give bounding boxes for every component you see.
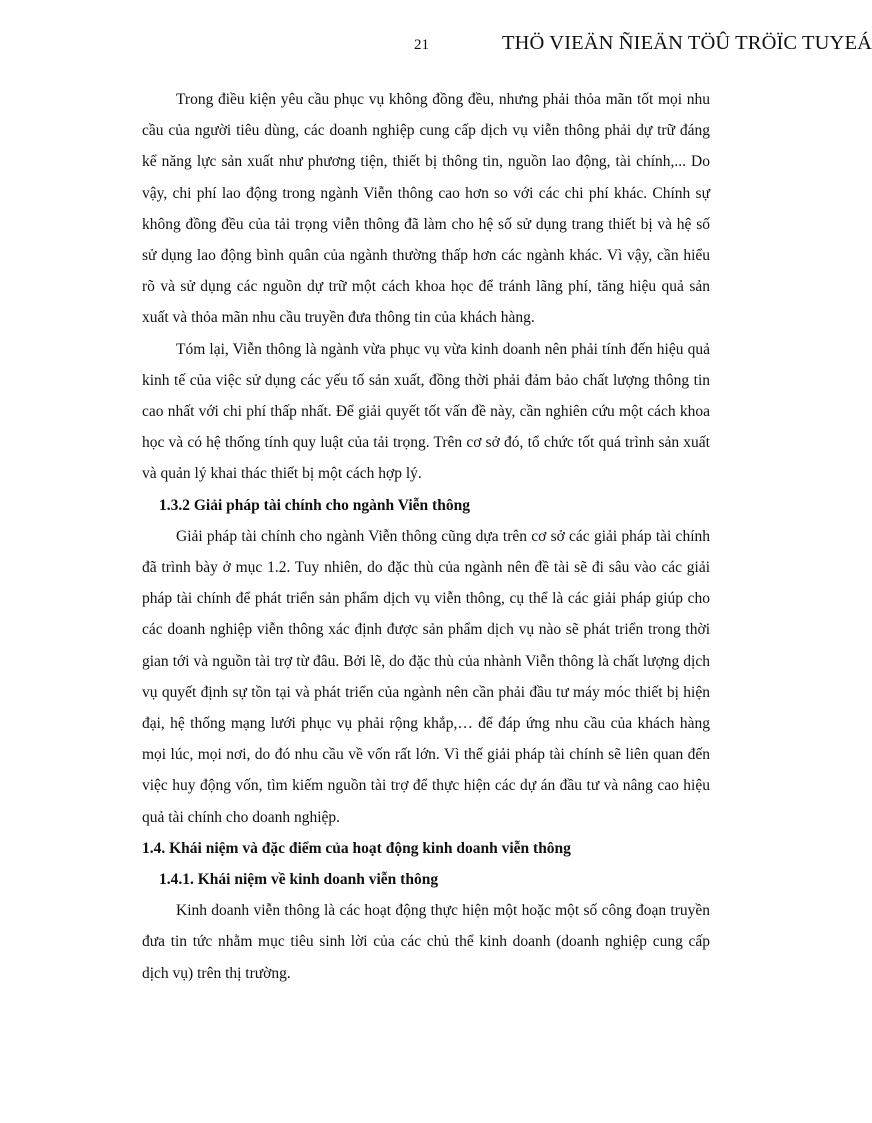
paragraph-summary: Tóm lại, Viễn thông là ngành vừa phục vụ vừa kinh doanh nên phải tính đến hiệu quả kinh tế của việc sử dụng các yếu tố sản xuất, đồng thời phải đảm bảo chất lượng thông tin cao nhất với chi phí thấp nhất. Để giải quyết tốt vấn đề này, cần nghiên cứu một cách khoa học và có hệ thống tính quy luật của tải trọng. Trên cơ sở đó, tổ chức tốt quá trình sản xuất và quản lý khai thác thiết bị một cách hợp lý.: [142, 340, 710, 483]
document-body: [142, 84, 710, 989]
page-header: [0, 32, 872, 58]
paragraph-workload-reserve: Trong điều kiện yêu cầu phục vụ không đồng đều, nhưng phải thỏa mãn tốt mọi nhu cầu của người tiêu dùng, các doanh nghiệp cung cấp dịch vụ viễn thông phải dự trữ đáng kể năng lực sản xuất như phương tiện, thiết bị thông tin, nguồn lao động, tài chính,... Do vậy, chi phí lao động trong ngành Viễn thông cao hơn so với các chi phí khác. Chính sự không đồng đều của tải trọng viễn thông đã làm cho hệ số sử dụng trang thiết bị và hệ số sử dụng lao động bình quân của ngành thường thấp hơn các ngành khác. Vì vậy, cần hiểu rõ và sử dụng các nguồn dự trữ một cách khoa học để tránh lãng phí, tăng hiệu quả sản xuất và thỏa mãn nhu cầu truyền đưa thông tin của khách hàng.: [142, 91, 710, 327]
page-number: 21: [414, 37, 429, 53]
section-heading-1-3-2: 1.3.2 Giải pháp tài chính cho ngành Viễn thông: [159, 496, 470, 514]
section-heading-1-4-1: 1.4.1. Khái niệm về kinh doanh viễn thông: [159, 871, 439, 889]
paragraph-telecom-business-definition: Kinh doanh viễn thông là các hoạt động thực hiện một hoặc một số công đoạn truyền đưa tin tức nhằm mục tiêu sinh lời của các chủ thể kinh doanh (doanh nghiệp cung cấp dịch vụ) trên thị trường.: [142, 902, 710, 982]
running-title: THÖ VIEÄN ÑIEÄN TÖÛ TRÖÏC TUYEÁ: [502, 32, 872, 54]
section-heading-1-4: 1.4. Khái niệm và đặc điểm của hoạt động kinh doanh viễn thông: [142, 839, 571, 857]
paragraph-financial-solutions: Giải pháp tài chính cho ngành Viễn thông cũng dựa trên cơ sở các giải pháp tài chính đã trình bày ở mục 1.2. Tuy nhiên, do đặc thù của ngành nên đề tài sẽ đi sâu vào các giải pháp tài chính để phát triển sản phẩm dịch vụ viễn thông, cụ thể là các giải pháp giúp cho các doanh nghiệp viễn thông xác định được sản phẩm dịch vụ nào sẽ phát triển trong thời gian tới và nguồn tài trợ từ đâu. Bởi lẽ, do đặc thù của nhành Viễn thông là chất lượng dịch vụ quyết định sự tồn tại và phát triển của ngành nên cần phải đầu tư máy móc thiết bị hiện đại, hệ thống mạng lưới phục vụ phải rộng khắp,… để đáp ứng nhu cầu của khách hàng mọi lúc, mọi nơi, do đó nhu cầu về vốn rất lớn. Vì thế giải pháp tài chính sẽ liên quan đến việc huy động vốn, tìm kiếm nguồn tài trợ để thực hiện các dự án đầu tư và nâng cao hiệu quả tài chính cho doanh nghiệp.: [142, 527, 710, 826]
